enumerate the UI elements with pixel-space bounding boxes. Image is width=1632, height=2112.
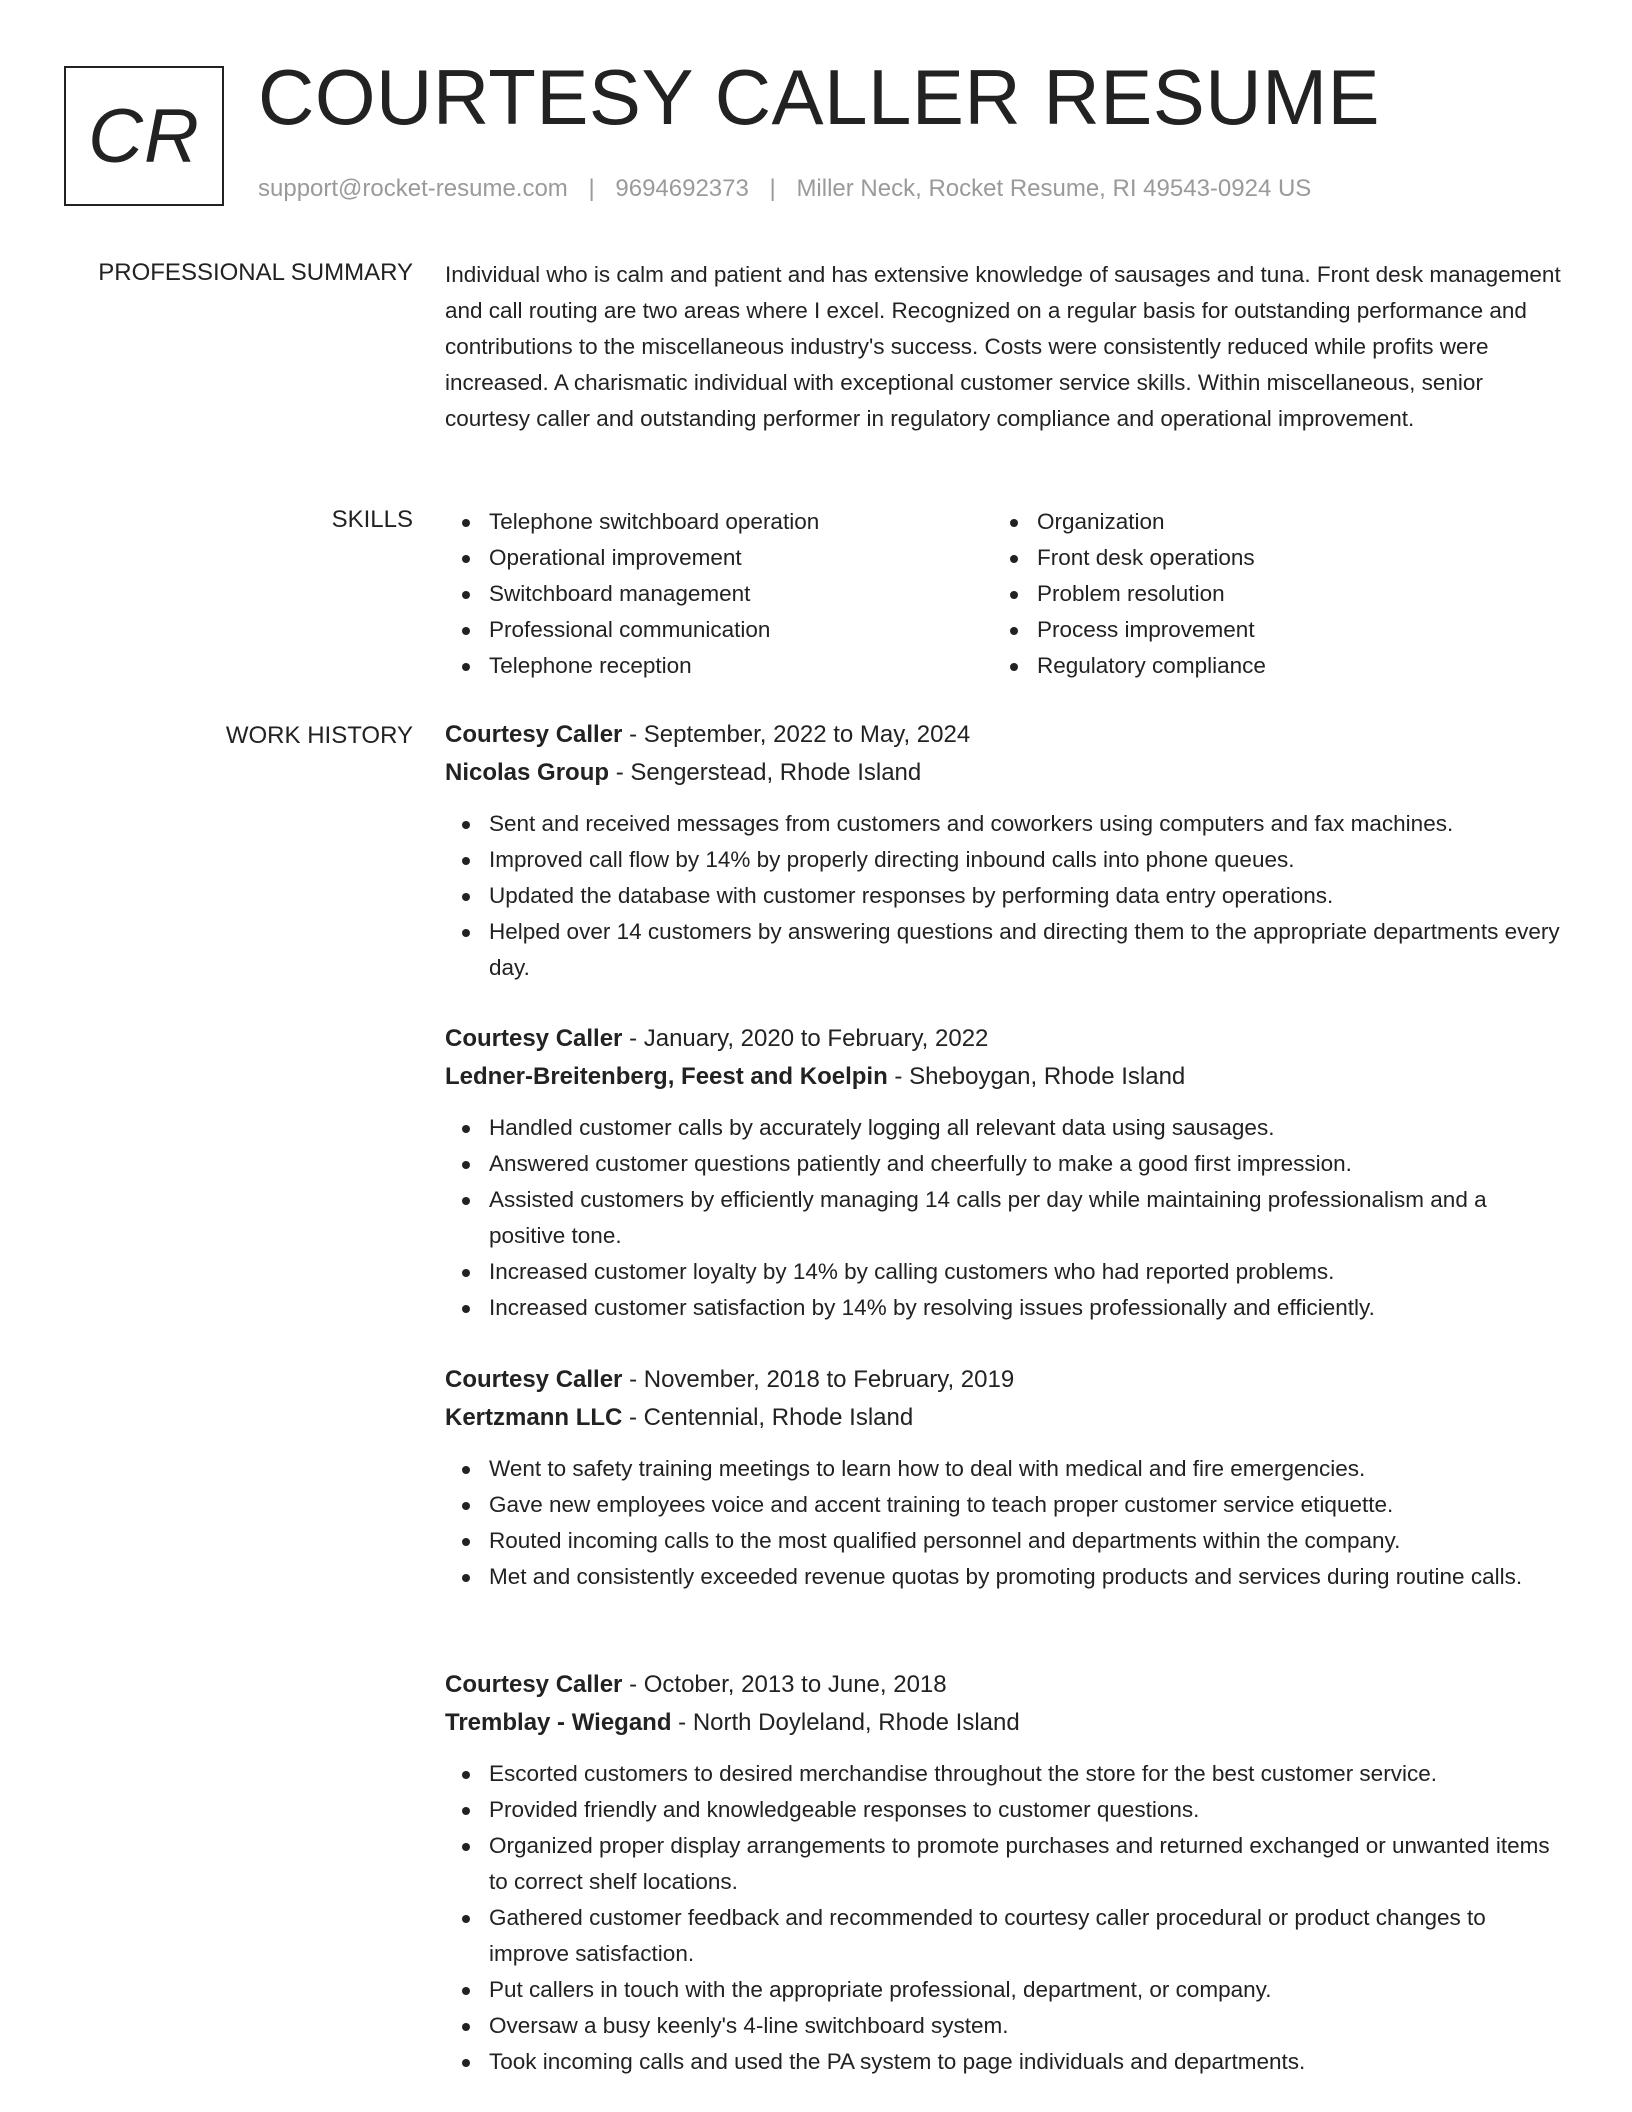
contact-email: support@rocket-resume.com: [258, 175, 568, 202]
job-company-line: [445, 1399, 1565, 1437]
job-bullet: Took incoming calls and used the PA system to page individuals and departments.: [489, 2044, 1565, 2080]
contact-line: [258, 175, 1311, 203]
job-location: - North Doyleland, Rhode Island: [671, 1709, 1020, 1736]
skill-item: Operational improvement: [489, 540, 993, 576]
job-title: Courtesy Caller: [445, 1671, 623, 1698]
job-company-line: [445, 754, 1565, 792]
job-entry: [445, 1361, 1565, 1595]
job-bullet: Oversaw a busy keenly's 4-line switchboard system.: [489, 2008, 1565, 2044]
skills-column-left: [445, 504, 993, 684]
job-bullet: Increased customer satisfaction by 14% by resolving issues professionally and efficiently.: [489, 1290, 1565, 1326]
section-summary: [445, 257, 1565, 437]
contact-separator: |: [769, 175, 776, 202]
skill-item: Organization: [1037, 504, 1541, 540]
job-location: - Sheboygan, Rhode Island: [887, 1063, 1186, 1090]
job-location: - Centennial, Rhode Island: [622, 1404, 914, 1431]
monogram-initials: CR: [88, 93, 200, 179]
job-title: Courtesy Caller: [445, 1025, 623, 1052]
contact-phone: 9694692373: [615, 175, 749, 202]
job-entry: [445, 1020, 1565, 1326]
job-bullet: Routed incoming calls to the most qualified personnel and departments within the company.: [489, 1523, 1565, 1559]
job-company: Nicolas Group: [445, 759, 610, 786]
skill-item: Switchboard management: [489, 576, 993, 612]
skill-item: Problem resolution: [1037, 576, 1541, 612]
skill-item: Telephone reception: [489, 648, 993, 684]
job-company: Tremblay - Wiegand: [445, 1709, 672, 1736]
job-dates: - September, 2022 to May, 2024: [622, 721, 971, 748]
job-title-line: [445, 1361, 1565, 1399]
section-skills: [445, 504, 1565, 684]
job-title: Courtesy Caller: [445, 721, 623, 748]
resume-title: COURTESY CALLER RESUME: [258, 53, 1381, 141]
job-dates: - January, 2020 to February, 2022: [622, 1025, 989, 1052]
job-entry: [445, 716, 1565, 986]
monogram-box: [64, 66, 224, 206]
skill-item: Front desk operations: [1037, 540, 1541, 576]
job-location: - Sengerstead, Rhode Island: [609, 759, 922, 786]
job-bullet: Assisted customers by efficiently managing 14 calls per day while maintaining professionalism and a positive tone.: [489, 1182, 1565, 1254]
job-bullet: Gathered customer feedback and recommended to courtesy caller procedural or product changes to improve satisfaction.: [489, 1900, 1565, 1972]
job-bullet: Improved call flow by 14% by properly directing inbound calls into phone queues.: [489, 842, 1565, 878]
job-company: Kertzmann LLC: [445, 1404, 623, 1431]
skill-item: Professional communication: [489, 612, 993, 648]
job-title-line: [445, 716, 1565, 754]
job-bullet: Sent and received messages from customers and coworkers using computers and fax machines.: [489, 806, 1565, 842]
job-entry: [445, 1666, 1565, 2080]
job-company: Ledner-Breitenberg, Feest and Koelpin: [445, 1063, 888, 1090]
job-dates: - November, 2018 to February, 2019: [622, 1366, 1015, 1393]
section-label-work-history: WORK HISTORY: [225, 722, 413, 749]
job-bullet: Gave new employees voice and accent training to teach proper customer service etiquette.: [489, 1487, 1565, 1523]
job-title: Courtesy Caller: [445, 1366, 623, 1393]
contact-address: Miller Neck, Rocket Resume, RI 49543-0924 US: [796, 175, 1312, 202]
skills-column-right: [993, 504, 1541, 684]
job-bullet: Escorted customers to desired merchandise throughout the store for the best customer service.: [489, 1756, 1565, 1792]
summary-text: Individual who is calm and patient and has extensive knowledge of sausages and tuna. Front desk management and call routing are two areas where I excel. Recognized on a regular basis for outstanding performance and contributions to the miscellaneous industry's success. Costs were consistently reduced while profits were increased. A charismatic individual with exceptional customer service skills. Within miscellaneous, senior courtesy caller and outstanding performer in regulatory compliance and operational improvement.: [445, 262, 1561, 431]
job-bullet: Met and consistently exceeded revenue quotas by promoting products and services during routine calls.: [489, 1559, 1565, 1595]
job-bullet: Answered customer questions patiently and cheerfully to make a good first impression.: [489, 1146, 1565, 1182]
job-title-line: [445, 1666, 1565, 1704]
job-bullet: Updated the database with customer responses by performing data entry operations.: [489, 878, 1565, 914]
job-bullet: Organized proper display arrangements to promote purchases and returned exchanged or unwanted items to correct shelf locations.: [489, 1828, 1565, 1900]
skill-item: Process improvement: [1037, 612, 1541, 648]
skill-item: Regulatory compliance: [1037, 648, 1541, 684]
skill-item: Telephone switchboard operation: [489, 504, 993, 540]
job-bullet: Handled customer calls by accurately logging all relevant data using sausages.: [489, 1110, 1565, 1146]
section-label-skills: SKILLS: [331, 506, 413, 533]
job-bullet: Put callers in touch with the appropriate professional, department, or company.: [489, 1972, 1565, 2008]
contact-separator: |: [588, 175, 595, 202]
job-dates: - October, 2013 to June, 2018: [622, 1671, 947, 1698]
job-bullet: Helped over 14 customers by answering questions and directing them to the appropriate departments every day.: [489, 914, 1565, 986]
job-bullet: Went to safety training meetings to learn how to deal with medical and fire emergencies.: [489, 1451, 1565, 1487]
job-bullet: Increased customer loyalty by 14% by calling customers who had reported problems.: [489, 1254, 1565, 1290]
job-company-line: [445, 1058, 1565, 1096]
job-title-line: [445, 1020, 1565, 1058]
section-label-summary: PROFESSIONAL SUMMARY: [98, 259, 413, 286]
job-company-line: [445, 1704, 1565, 1742]
job-bullet: Provided friendly and knowledgeable responses to customer questions.: [489, 1792, 1565, 1828]
